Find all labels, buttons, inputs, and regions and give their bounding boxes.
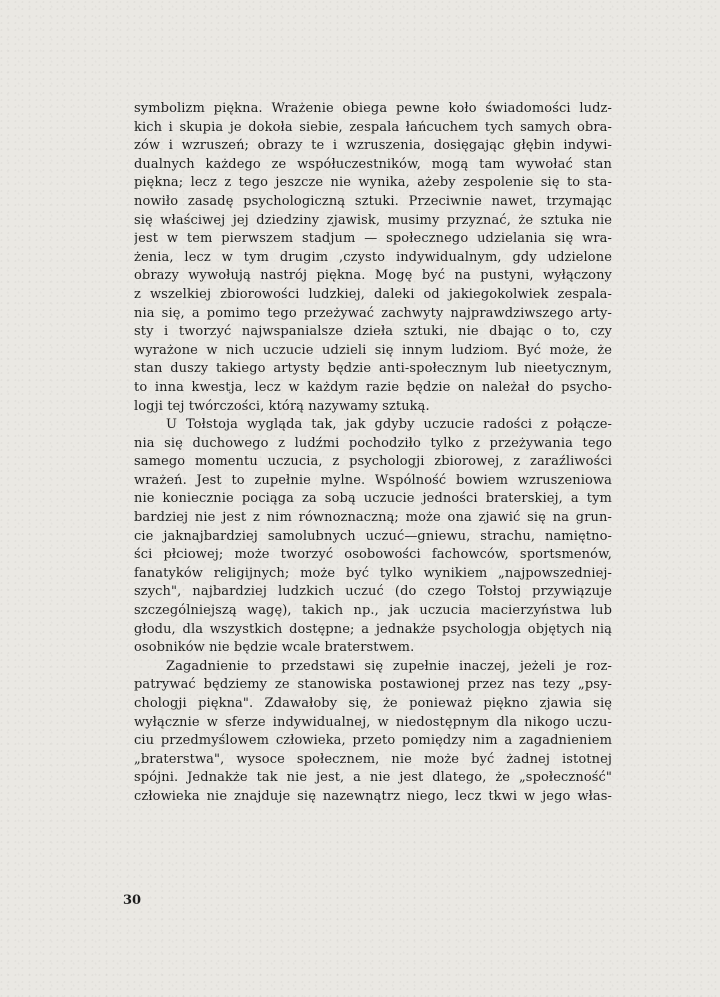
text-line: głodu, dla wszystkich dostępne; a jednakże psychologja objętych nią (134, 621, 612, 637)
text-line: żenia, lecz w tym drugim ,czysto indywidualnym, gdy udzielone (134, 249, 612, 265)
page-number: 30 (123, 893, 142, 908)
text-line: fanatyków religijnych; może być tylko wynikiem „najpowszedniej- (134, 565, 612, 581)
text-line: nie koniecznie pociąga za sobą uczucie jedności braterskiej, a tym (134, 491, 612, 507)
text-line: się właściwej jej dziedziny zjawisk, musimy przyznać, że sztuka nie (134, 212, 612, 228)
text-line: spójni. Jednakże tak nie jest, a nie jest dlatego, że „społeczność" (134, 770, 612, 786)
text-line: patrywać będziemy ze stanowiska postawionej przez nas tezy „psy- (134, 677, 612, 693)
text-line: nia się, a pomimo tego przeżywać zachwyty najprawdziwszego arty- (134, 305, 612, 321)
text-line: sty i tworzyć najwspanialsze dzieła sztuki, nie dbając o to, czy (134, 324, 612, 340)
text-line: symbolizm piękna. Wrażenie obiega pewne koło świadomości ludz- (134, 101, 612, 116)
text-line: chologji piękna". Zdawałoby się, że ponieważ piękno zjawia się (134, 696, 612, 711)
text-line: bardziej nie jest z nim równoznaczną; może ona zjawić się na grun- (134, 510, 612, 526)
text-line: Zagadnienie to przedstawi się zupełnie inaczej, jeżeli je roz- (166, 658, 612, 674)
text-line: to inna kwestja, lecz w każdym razie będzie on należał do psycho- (134, 379, 612, 395)
text-line: szczególniejszą wagę), takich np., jak uczucia macierzyństwa lub (134, 603, 612, 619)
text-line: wrażeń. Jest to zupełnie mylne. Wspólność bowiem wzruszeniowa (134, 472, 612, 488)
text-line: z wszelkiej zbiorowości ludzkiej, daleki od jakiegokolwiek zespala- (134, 286, 612, 302)
text-line: szych", najbardziej ludzkich uczuć (do czego Tołstoj przywiązuje (134, 584, 612, 600)
text-line: ciu przedmyślowem człowieka, przeto pomiędzy nim a zagadnieniem (134, 733, 612, 749)
text-line: nia się duchowego z ludźmi pochodziło tylko z przeżywania tego (134, 435, 612, 451)
text-line: ści płciowej; może tworzyć osobowości fachowców, sportsmenów, (134, 547, 612, 563)
text-line: dualnych każdego ze współuczestników, mogą tam wywołać stan (134, 156, 612, 172)
text-line: wyłącznie w sferze indywidualnej, w niedostępnym dla nikogo uczu- (134, 714, 612, 730)
text-line: wyrażone w nich uczucie udzieli się innym ludziom. Być może, że (134, 342, 612, 358)
text-line: zów i wzruszeń; obrazy te i wzruszenia, dosięgając głębin indywi- (134, 138, 612, 154)
text-line: samego momentu uczucia, z psychologji zbiorowej, z zaraźliwości (134, 454, 612, 470)
text-line: człowieka nie znajduje się nazewnątrz niego, lecz tkwi w jego włas- (134, 788, 612, 804)
text-line: cie jaknajbardziej samolubnych uczuć—gniewu, strachu, namiętno- (134, 528, 612, 544)
text-line: logji tej twórczości, którą nazywamy sztuką. (134, 398, 430, 414)
text-line: jest w tem pierwszem stadjum — społecznego udzielania się wra- (134, 231, 612, 247)
text-line: piękna; lecz z tego jeszcze nie wynika, ażeby zespolenie się to sta- (134, 175, 612, 191)
text-line: U Tołstoja wygląda tak, jak gdyby uczucie radości z połącze- (166, 417, 612, 433)
text-line: obrazy wywołują nastrój piękna. Mogę być na pustyni, wyłączony (134, 268, 612, 284)
text-line: stan duszy takiego artysty będzie anti-społecznym lub nieetycznym, (134, 361, 612, 377)
text-line: osobników nie będzie wcale braterstwem. (134, 640, 415, 656)
text-line: nowiło zasadę psychologiczną sztuki. Przeciwnie nawet, trzymając (134, 193, 612, 209)
text-line: „braterstwa", wysoce społecznem, nie może być żadnej istotnej (134, 751, 612, 767)
text-line: kich i skupia je dokoła siebie, zespala łańcuchem tych samych obra- (134, 119, 612, 135)
body-text (134, 100, 612, 807)
